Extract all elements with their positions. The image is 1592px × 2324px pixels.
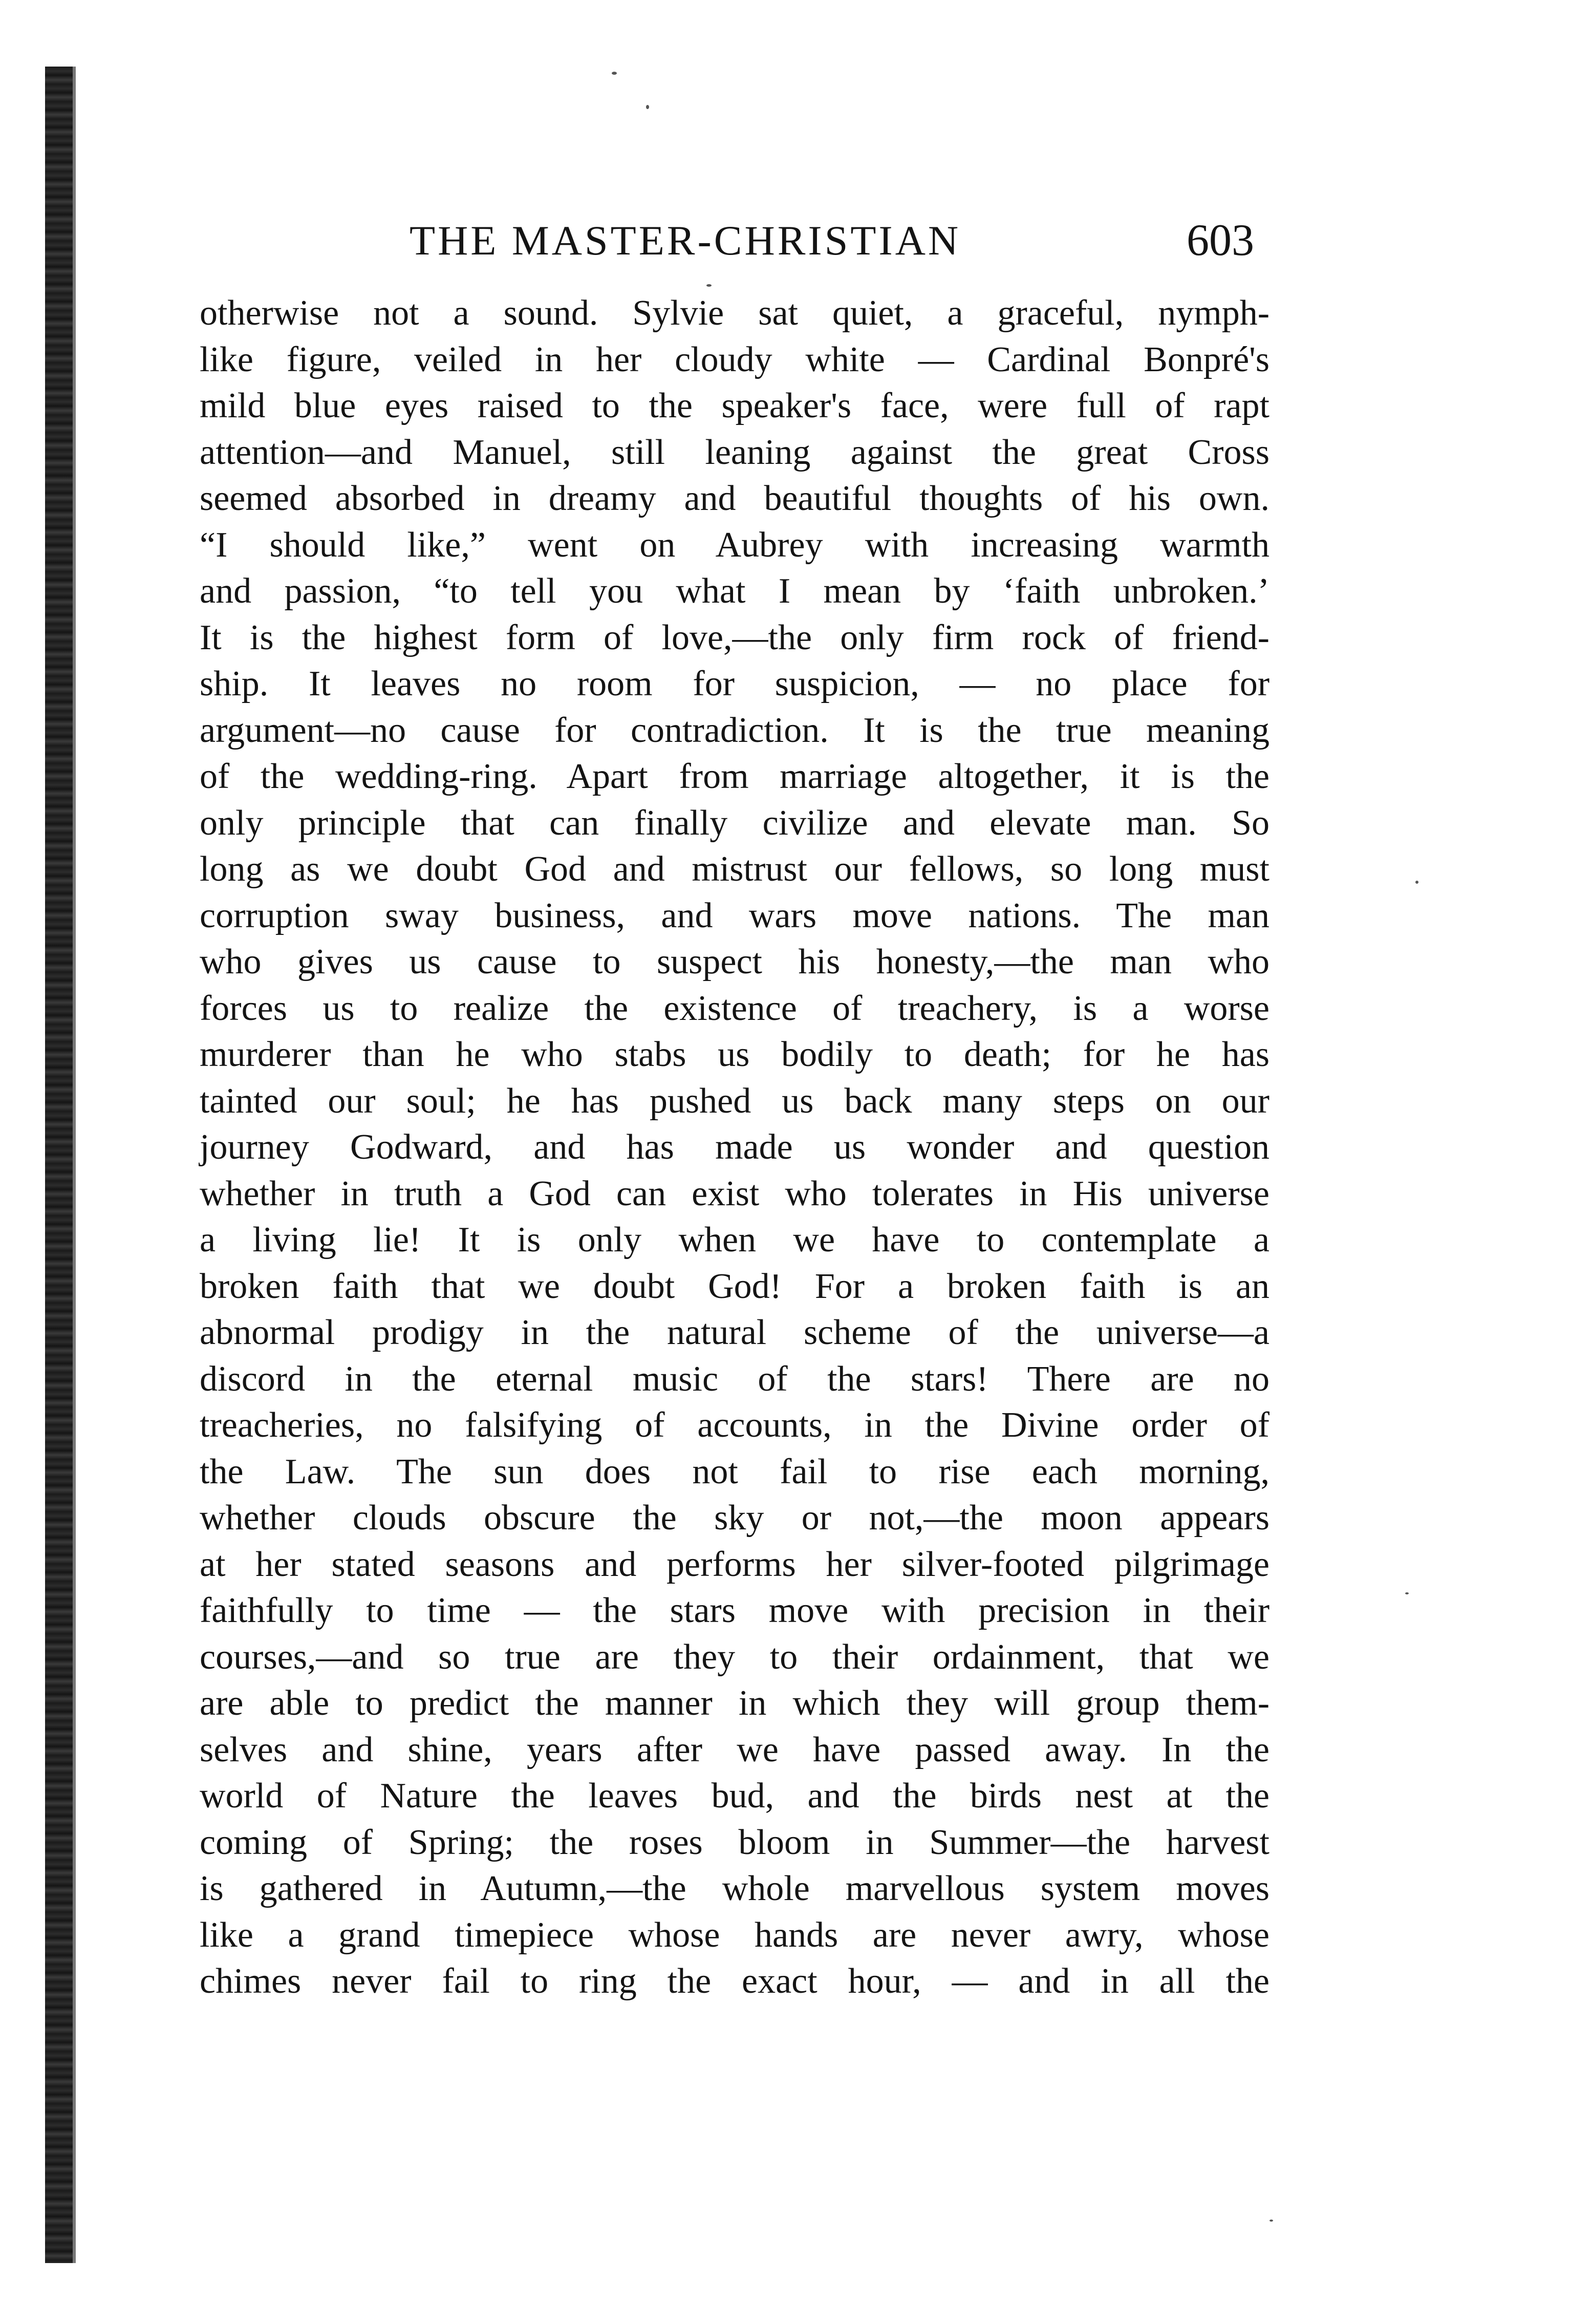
book-binding-edge bbox=[45, 67, 75, 2263]
text-line: tainted our soul; he has pushed us back many steps on our bbox=[200, 1081, 1270, 1121]
text-line: mild blue eyes raised to the speaker's face, were full of rapt bbox=[200, 386, 1270, 425]
text-line: faithfully to time — the stars move with precision in their bbox=[200, 1591, 1270, 1630]
text-line: chimes never fail to ring the exact hour, — and in all the bbox=[200, 1961, 1270, 2001]
text-line: treacheries, no falsifying of accounts, in the Divine order of bbox=[200, 1405, 1270, 1445]
text-line: discord in the eternal music of the stars! There are no bbox=[200, 1359, 1270, 1399]
text-line: are able to predict the manner in which they will group them- bbox=[200, 1683, 1270, 1723]
text-line: whether clouds obscure the sky or not,—the moon appears bbox=[200, 1498, 1270, 1538]
paper-speck bbox=[1415, 881, 1418, 884]
paper-speck bbox=[612, 72, 617, 75]
text-line: world of Nature the leaves bud, and the birds nest at the bbox=[200, 1776, 1270, 1816]
text-line: ship. It leaves no room for suspicion, — no place for bbox=[200, 664, 1270, 703]
text-line: like figure, veiled in her cloudy white — Cardinal Bonpré's bbox=[200, 339, 1270, 379]
text-line: otherwise not a sound. Sylvie sat quiet, a graceful, nymph- bbox=[200, 293, 1270, 333]
text-line: abnormal prodigy in the natural scheme of the universe—a bbox=[200, 1313, 1270, 1352]
text-line: of the wedding-ring. Apart from marriage altogether, it is the bbox=[200, 757, 1270, 796]
page-header bbox=[410, 215, 1254, 266]
text-line: attention—and Manuel, still leaning against the great Cross bbox=[200, 432, 1270, 472]
text-line: selves and shine, years after we have passed away. In the bbox=[200, 1730, 1270, 1769]
text-line: seemed absorbed in dreamy and beautiful thoughts of his own. bbox=[200, 479, 1270, 518]
text-line: at her stated seasons and performs her silver-footed pilgrimage bbox=[200, 1544, 1270, 1584]
running-head: THE MASTER-CHRISTIAN bbox=[410, 217, 961, 264]
body-text bbox=[200, 290, 1270, 2005]
page-number: 603 bbox=[1187, 216, 1254, 265]
text-line: It is the highest form of love,—the only firm rock of friend- bbox=[200, 617, 1270, 657]
paper-speck bbox=[646, 105, 649, 109]
text-line: coming of Spring; the roses bloom in Summer—the harvest bbox=[200, 1822, 1270, 1862]
text-line: the Law. The sun does not fail to rise each morning, bbox=[200, 1452, 1270, 1491]
text-line: murderer than he who stabs us bodily to death; for he has bbox=[200, 1035, 1270, 1074]
text-line: long as we doubt God and mistrust our fellows, so long must bbox=[200, 849, 1270, 889]
text-line: a living lie! It is only when we have to contemplate a bbox=[200, 1220, 1270, 1260]
text-line: like a grand timepiece whose hands are never awry, whose bbox=[200, 1915, 1270, 1955]
paper-speck bbox=[1270, 2220, 1273, 2222]
text-line: broken faith that we doubt God! For a broken faith is an bbox=[200, 1266, 1270, 1306]
text-line: is gathered in Autumn,—the whole marvellous system moves bbox=[200, 1869, 1270, 1908]
paper-speck bbox=[1405, 1592, 1409, 1594]
paper-speck bbox=[706, 284, 712, 287]
text-line: forces us to realize the existence of treachery, is a worse bbox=[200, 988, 1270, 1028]
text-line: courses,—and so true are they to their ordainment, that we bbox=[200, 1637, 1270, 1677]
text-line: corruption sway business, and wars move nations. The man bbox=[200, 896, 1270, 935]
text-line: who gives us cause to suspect his honesty,—the man who bbox=[200, 942, 1270, 982]
text-line: only principle that can finally civilize and elevate man. So bbox=[200, 803, 1270, 843]
text-line: whether in truth a God can exist who tolerates in His universe bbox=[200, 1174, 1270, 1213]
text-line: argument—no cause for contradiction. It is the true meaning bbox=[200, 710, 1270, 750]
text-line: journey Godward, and has made us wonder and question bbox=[200, 1127, 1270, 1167]
text-line: and passion, “to tell you what I mean by ‘faith unbroken.’ bbox=[200, 571, 1270, 611]
text-line: “I should like,” went on Aubrey with increasing warmth bbox=[200, 525, 1270, 565]
